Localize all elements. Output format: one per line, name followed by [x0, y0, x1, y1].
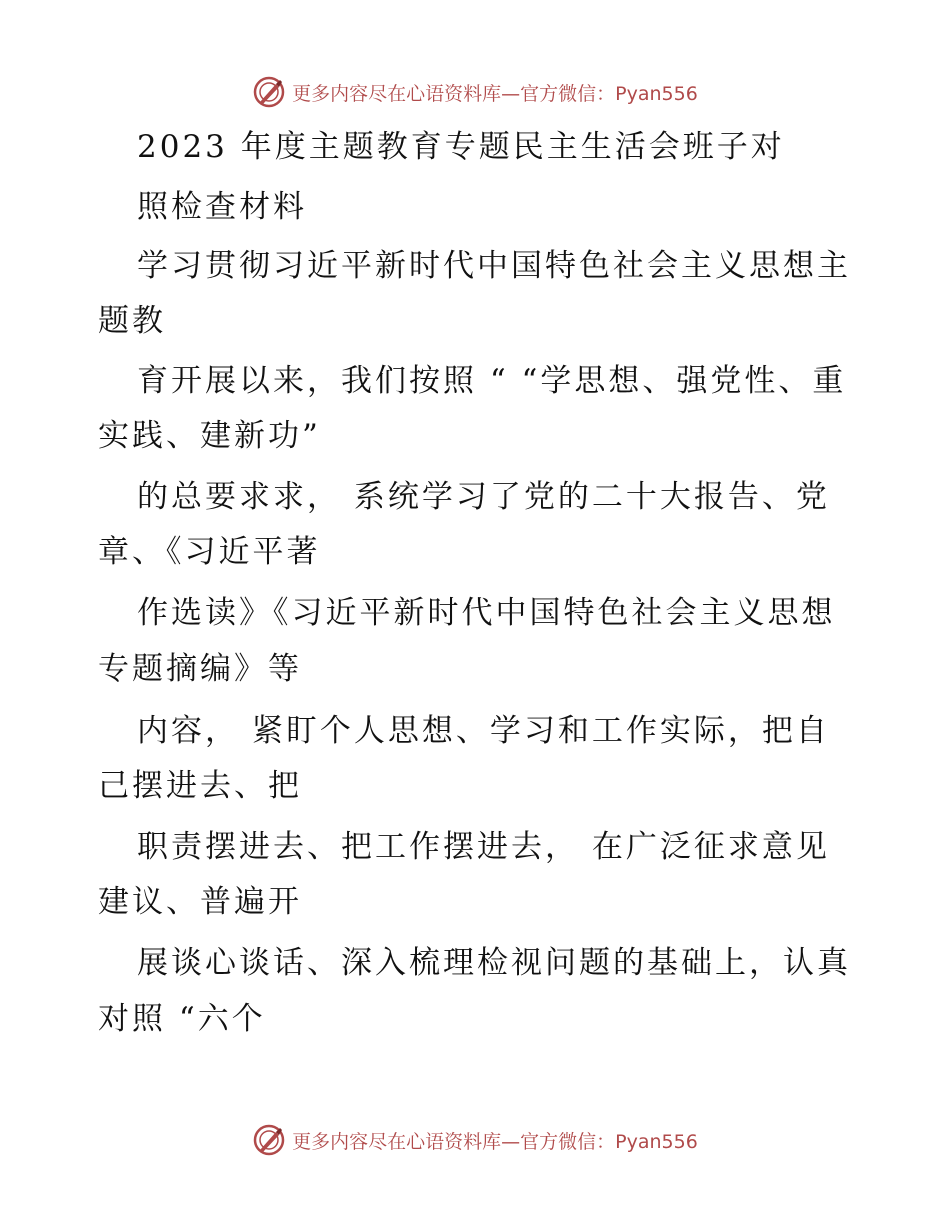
doc-line: 的总要求求， 系统学习了党的二十大报告、党	[137, 479, 830, 515]
doc-line: 育开展以来，我们按照 “ “学思想、强党性、重	[137, 363, 847, 399]
pen-seal-logo-icon	[252, 75, 286, 109]
doc-line: 专题摘编》等	[98, 651, 302, 687]
doc-line: 建议、普遍开	[98, 884, 302, 920]
doc-line-title-2: 照检查材料	[137, 189, 307, 225]
doc-line: 展谈心谈话、深入梳理检视问题的基础上，认真	[137, 945, 851, 981]
doc-line: 实践、建新功”	[98, 418, 321, 454]
doc-line: 学习贯彻习近平新时代中国特色社会主义思想主	[137, 248, 851, 284]
doc-line: 章、《习近平著	[98, 534, 321, 570]
watermark-text: 更多内容尽在心语资料库—官方微信：Pyan556	[292, 1130, 698, 1153]
doc-line: 内容， 紧盯个人思想、学习和工作实际，把自	[137, 713, 830, 749]
doc-line-title-1: 2023 年度主题教育专题民主生活会班子对	[137, 129, 785, 165]
doc-line: 对照 “六个	[98, 1001, 266, 1037]
header-watermark	[0, 72, 950, 112]
pen-seal-logo-icon	[252, 1123, 286, 1157]
doc-line: 作选读》《习近平新时代中国特色社会主义思想	[137, 595, 836, 631]
doc-line: 职责摆进去、把工作摆进去， 在广泛征求意见	[137, 829, 830, 865]
doc-line: 题教	[98, 303, 166, 339]
footer-watermark	[0, 1120, 950, 1160]
watermark-text: 更多内容尽在心语资料库—官方微信：Pyan556	[292, 82, 698, 105]
doc-line: 己摆进去、把	[98, 768, 302, 804]
